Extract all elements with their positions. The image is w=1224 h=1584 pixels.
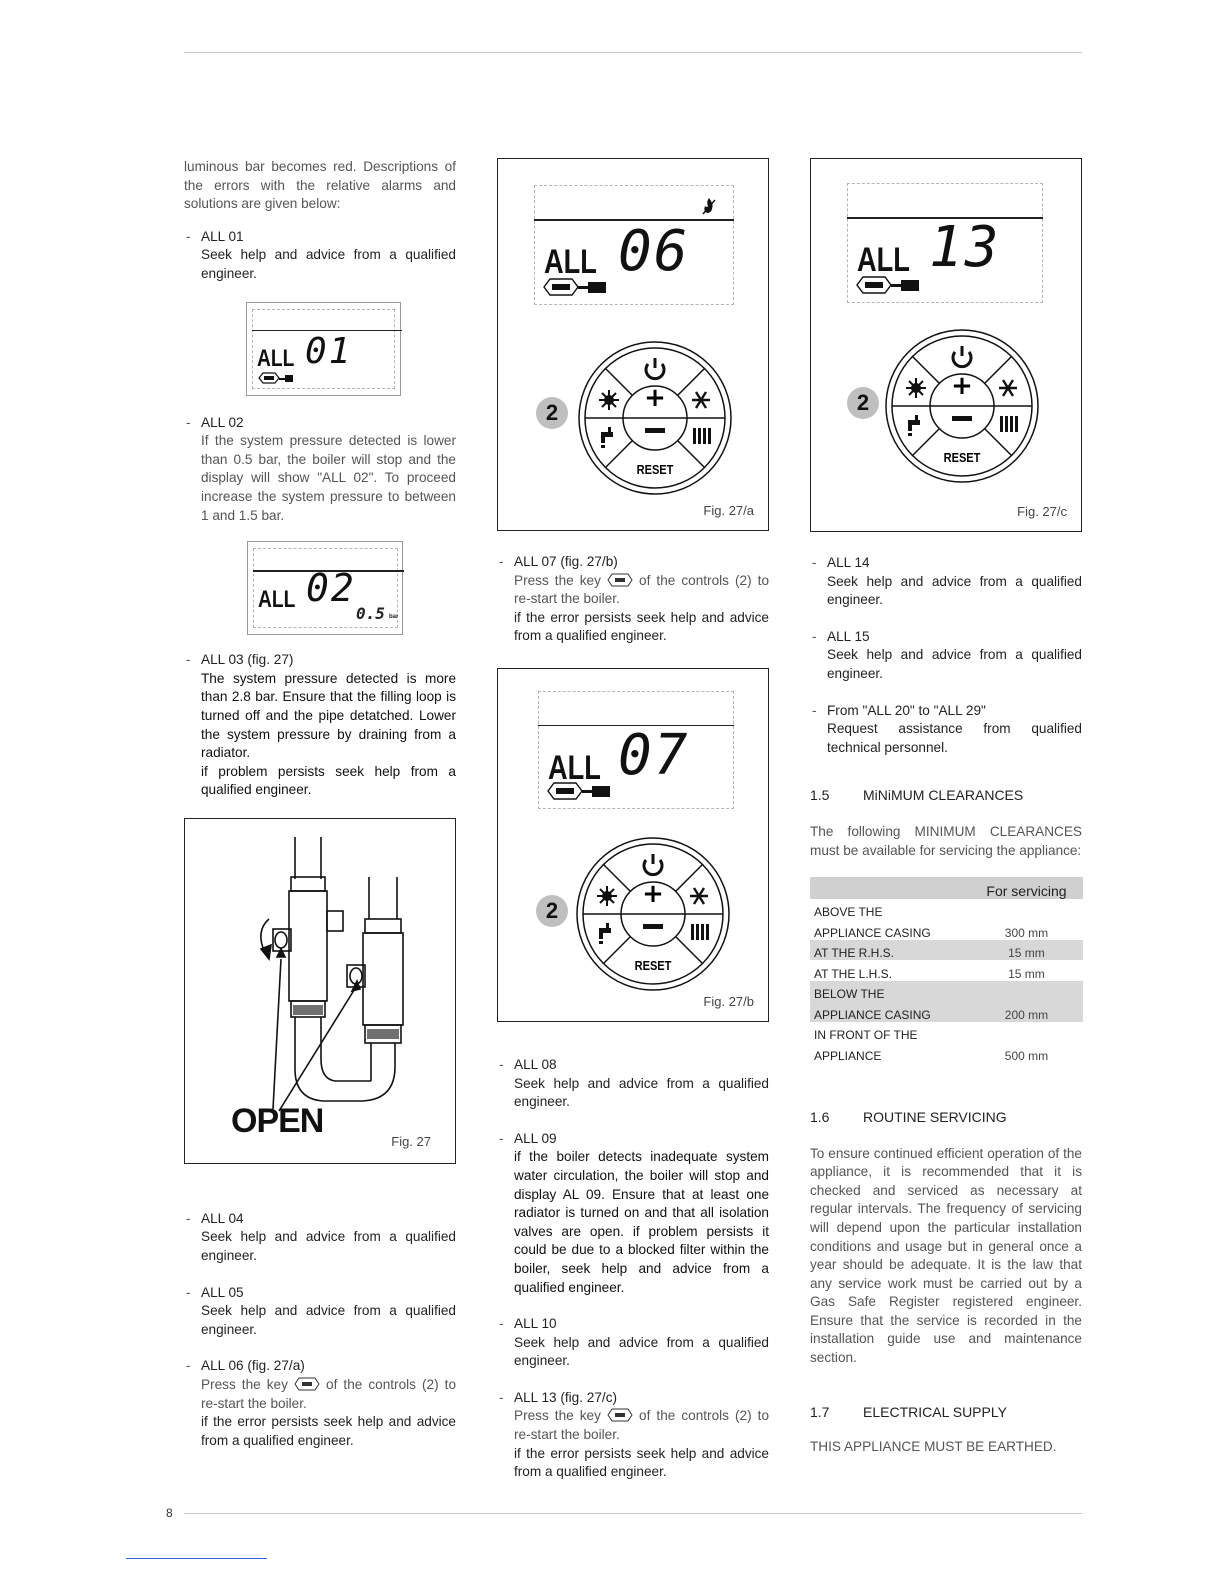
table-row: IN FRONT OF THE: [814, 1028, 918, 1043]
header-rule: [184, 52, 1082, 53]
lcd-label: ALL: [857, 241, 910, 279]
control-number-badge: 2: [847, 387, 879, 419]
alarm-all-07: [497, 553, 769, 646]
alarm-all-09: [497, 1130, 769, 1297]
table-row: APPLIANCE CASING 200 mm: [810, 1001, 1083, 1022]
lcd-digits: 13: [929, 215, 1001, 280]
radiator-icon: [693, 428, 711, 444]
alarm-text: If the system pressure detected is lower than 0.5 bar, the boiler will stop and the display will show "ALL 02". To proceed increase the system pressure to between 1 and 1.5 bar.: [201, 433, 456, 523]
figure-caption: Fig. 27/b: [703, 993, 754, 1009]
column-header: For servicing: [970, 877, 1083, 899]
svg-text:+: +: [951, 371, 973, 401]
alarm-code: ALL 02: [201, 414, 244, 430]
table-row: BELOW THE: [810, 981, 1083, 1002]
lcd-digits: 01: [305, 330, 353, 372]
lcd-display-all-07: [538, 691, 734, 809]
alarm-all-10: [497, 1315, 769, 1371]
reset-hand-icon: [546, 781, 614, 801]
table-row: APPLIANCE CASING 300 mm: [814, 925, 1049, 940]
lcd-display-all-06: [534, 185, 734, 305]
alarm-all-01: [184, 228, 456, 284]
svg-text:RESET: RESET: [943, 450, 981, 466]
bullet-dash: -: [186, 652, 191, 668]
alarm-all-06: [184, 1357, 456, 1450]
control-number-badge: 2: [536, 397, 568, 429]
bullet-dash: -: [186, 414, 191, 430]
alarm-all-14: [810, 554, 1082, 610]
bullet-dash: -: [812, 628, 817, 644]
alarm-text-2: if the error persists seek help and advice from a qualified engineer.: [514, 609, 769, 644]
lcd-digits: 02: [306, 566, 356, 611]
power-icon: [644, 854, 662, 875]
alarm-text-2: if the error persists seek help and advice from a qualified engineer.: [514, 1445, 769, 1480]
bullet-dash: -: [499, 1389, 504, 1405]
bullet-dash: -: [186, 1284, 191, 1300]
snowflake-icon: [690, 888, 708, 904]
reset-key-icon: [607, 1408, 633, 1422]
alarm-code: ALL 09: [514, 1130, 557, 1146]
alarm-text: Seek help and advice from a qualified engineer.: [201, 247, 456, 281]
lcd-display-all-02: [247, 541, 403, 635]
alarm-text: Press the key of the controls (2) to re-start the boiler.: [201, 1377, 457, 1411]
alarm-code: ALL 10: [514, 1316, 557, 1332]
section-title: ROUTINE SERVICING: [863, 1108, 1007, 1125]
lcd-label: ALL: [258, 586, 296, 614]
lcd-digits: 06: [618, 219, 690, 284]
control-dial: [883, 327, 1041, 485]
section-heading-1-5: [810, 787, 1082, 803]
alarm-text: Seek help and advice from a qualified engineer.: [827, 647, 1082, 681]
figure-27b-control-panel: [497, 668, 769, 1022]
figure-caption: Fig. 27/a: [703, 503, 754, 518]
section-text: THIS APPLIANCE MUST BE EARTHED.: [810, 1438, 1057, 1454]
column-1: [184, 158, 456, 1450]
section-number: 1.7: [810, 1403, 830, 1420]
alarm-code: From "ALL 20" to "ALL 29": [827, 702, 986, 718]
flame-icon: [702, 197, 716, 215]
figure-27c-control-panel: [810, 158, 1082, 532]
intro-text: luminous bar becomes red. Descriptions of the errors with the relative alarms and solutions are given below:: [184, 159, 456, 212]
power-icon: [953, 346, 971, 367]
sun-icon: [599, 390, 619, 410]
alarm-code: ALL 14: [827, 555, 870, 570]
sun-icon: [906, 378, 926, 398]
reset-key-icon: [607, 573, 633, 587]
svg-text:RESET: RESET: [634, 958, 672, 974]
radiator-icon: [1000, 416, 1018, 432]
alarm-all-15: [810, 628, 1082, 684]
lcd-pressure-value: 0.5: [356, 604, 385, 624]
footer-rule: [184, 1513, 1082, 1514]
table-row: AT THE R.H.S. 15 mm: [810, 940, 1083, 961]
alarm-text-2: if the error persists seek help and advice from a qualified engineer.: [201, 1414, 456, 1448]
tap-icon: [601, 427, 613, 448]
reset-key-icon: [294, 1377, 320, 1391]
figure-caption: Fig. 27: [391, 1133, 431, 1149]
alarm-code: ALL 01: [201, 228, 244, 244]
alarm-all-20-29: [810, 702, 1082, 758]
alarm-text-2: if problem persists seek help from a qualified engineer.: [201, 763, 456, 798]
table-row: APPLIANCE 500 mm: [814, 1048, 1049, 1063]
table-row: ABOVE THE: [814, 905, 883, 920]
alarm-text: Seek help and advice from a qualified engineer.: [827, 573, 1082, 608]
section-heading-1-7: [810, 1404, 1082, 1420]
alarm-all-13: [497, 1389, 769, 1482]
bullet-dash: -: [186, 1358, 191, 1374]
alarm-code: ALL 13 (fig. 27/c): [514, 1389, 618, 1405]
bullet-dash: -: [812, 702, 817, 718]
alarm-text: The system pressure detected is more than 2.8 bar. Ensure that the filling loop is turned off and the pipe detatched. Lower the system pressure by draining from a radiator.: [201, 670, 456, 761]
radiator-icon: [691, 924, 709, 940]
lcd-display-all-01: [246, 302, 401, 396]
svg-text:+: +: [642, 878, 664, 909]
lcd-display-all-13: [847, 183, 1043, 303]
column-3: [810, 158, 1082, 1456]
page-number: 8: [166, 1506, 173, 1520]
clearances-table: [810, 877, 1083, 1063]
open-label: OPEN: [231, 1101, 324, 1140]
bullet-dash: -: [812, 555, 817, 570]
bullet-dash: -: [499, 1130, 504, 1146]
control-dial: [574, 835, 732, 993]
alarm-all-03: [184, 651, 456, 800]
reset-hand-icon: [542, 277, 610, 297]
link-underline: [126, 1558, 267, 1559]
alarm-all-02: [184, 414, 456, 526]
alarm-text: Request assistance from qualified technical personnel.: [827, 721, 1082, 755]
section-number: 1.5: [810, 787, 830, 804]
section-text: The following MINIMUM CLEARANCES must be available for servicing the appliance:: [810, 824, 1082, 858]
alarm-all-05: [184, 1284, 456, 1340]
figure-27-valves: [184, 818, 456, 1164]
alarm-text: Seek help and advice from a qualified engineer.: [514, 1334, 769, 1369]
table-row: AT THE L.H.S. 15 mm: [814, 966, 1045, 981]
control-number-badge: 2: [536, 895, 568, 927]
lcd-label: ALL: [544, 243, 597, 281]
lcd-label: ALL: [257, 344, 295, 372]
bullet-dash: -: [499, 1056, 504, 1072]
alarm-all-04: [184, 1210, 456, 1266]
alarm-code: ALL 15: [827, 628, 870, 644]
control-dial: [576, 339, 734, 497]
power-icon: [646, 358, 664, 379]
lcd-label: ALL: [548, 748, 601, 787]
alarm-code: ALL 05: [201, 1284, 244, 1300]
section-title: MiNiMUM CLEARANCES: [863, 787, 1024, 804]
bullet-dash: -: [499, 1316, 504, 1332]
lcd-pressure-unit: bar: [389, 614, 399, 621]
column-2: [497, 158, 769, 1482]
snowflake-icon: [999, 380, 1017, 396]
figure-caption: Fig. 27/c: [1017, 504, 1067, 519]
alarm-text: Press the key of the controls (2) to re-start the boiler.: [514, 572, 770, 607]
alarm-code: ALL 07 (fig. 27/b): [514, 554, 618, 569]
snowflake-icon: [692, 392, 710, 408]
alarm-text: if the boiler detects inadequate system water circulation, the boiler will stop and display AL 09. Ensure that at least one radiator is turned on and that all isolation valves are open. if problem persists it could be due to a blocked filter within the boiler, seek help and advice from a qualified engineer.: [514, 1149, 769, 1295]
reset-hand-icon: [257, 371, 295, 385]
svg-text:+: +: [644, 383, 666, 413]
lcd-digits: 07: [618, 722, 690, 788]
alarm-text: Seek help and advice from a qualified engineer.: [201, 1229, 456, 1264]
section-title: ELECTRICAL SUPPLY: [863, 1403, 1007, 1420]
svg-text:RESET: RESET: [636, 462, 674, 478]
section-number: 1.6: [810, 1108, 830, 1125]
bullet-dash: -: [499, 554, 504, 569]
bullet-dash: -: [186, 1210, 191, 1226]
section-text: To ensure continued efficient operation of the appliance, it is recommended that it is checked and serviced as necessary at regular intervals. The frequency of servicing will depend upon the particular installation conditions and usage but in general once a year should be adequate. It is the law that any service work must be carried out by a Gas Safe Register registered engineer. Ensure that the service is recorded in the installation guide use and maintenance section.: [810, 1145, 1082, 1366]
alarm-all-08: [497, 1056, 769, 1112]
reset-hand-icon: [855, 275, 923, 295]
figure-27a-control-panel: [497, 158, 769, 531]
section-heading-1-6: [810, 1109, 1082, 1125]
sun-icon: [597, 886, 617, 906]
bullet-dash: -: [186, 228, 191, 244]
alarm-code: ALL 06 (fig. 27/a): [201, 1358, 305, 1374]
table-header-row: [810, 877, 1083, 899]
alarm-code: ALL 04: [201, 1210, 244, 1226]
tap-icon: [599, 923, 611, 944]
tap-icon: [908, 415, 920, 436]
alarm-text: Seek help and advice from a qualified engineer.: [514, 1075, 769, 1110]
alarm-code: ALL 03 (fig. 27): [201, 652, 294, 668]
alarm-text: Seek help and advice from a qualified engineer.: [201, 1303, 456, 1337]
alarm-text: Press the key of the controls (2) to re-start the boiler.: [514, 1408, 770, 1443]
alarm-code: ALL 08: [514, 1056, 557, 1072]
